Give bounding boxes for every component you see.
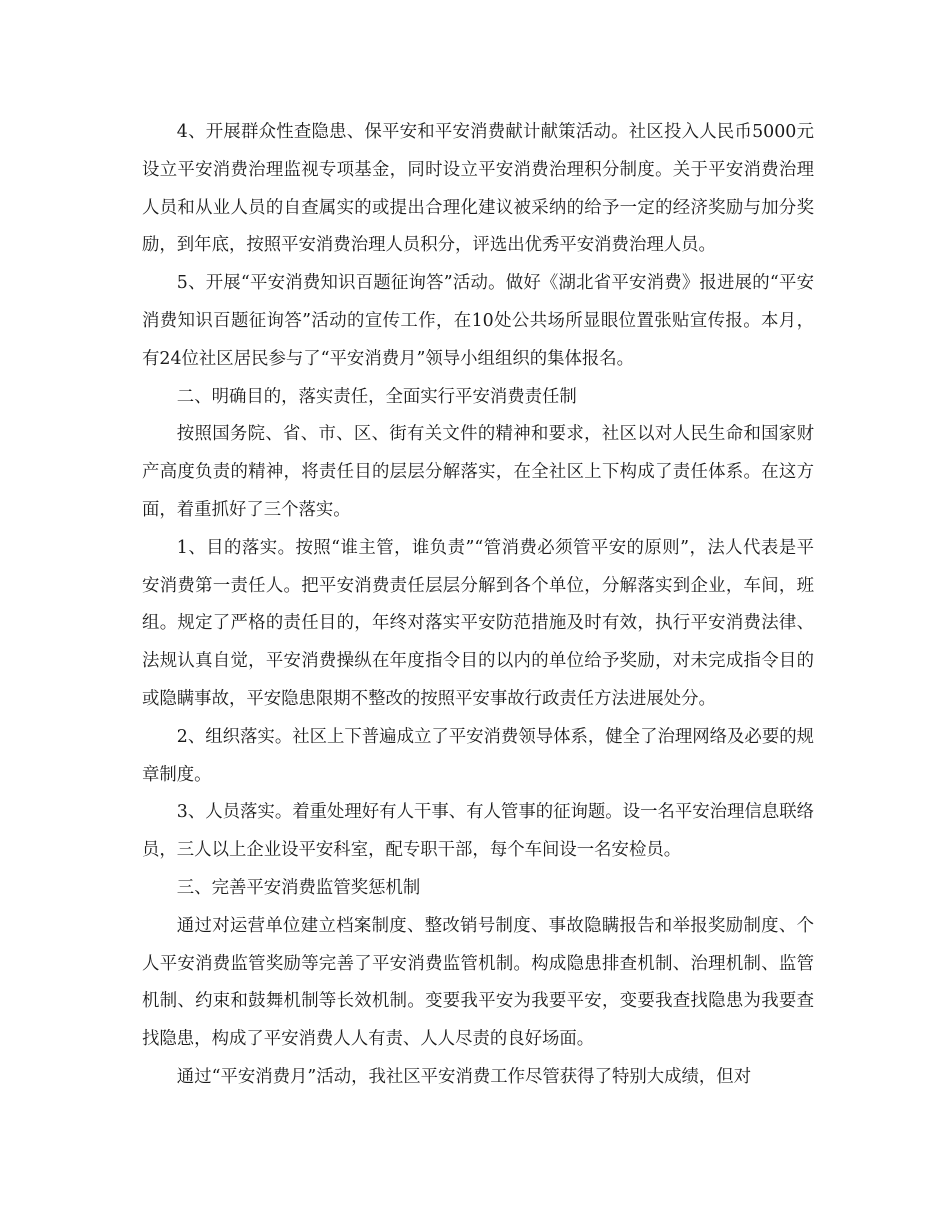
paragraph-item-5: 5、开展“平安消费知识百题征询答”活动。做好《湖北省平安消费》报进展的“平安消费知识百题征询答”活动的宣传工作，在10处公共场所显眼位置张贴宣传报。本月，有24位社区居民参与了“平安消费月”领导小组组织的集体报名。 <box>142 273 814 369</box>
paragraph-goal-implementation: 1、目的落实。按照“谁主管，谁负责”“管消费必须管平安的原则”，法人代表是平安消费第一责任人。把平安消费责任层层分解到各个单位，分解落实到企业，车间，班组。规定了严格的责任目的，年终对落实平安防范措施及时有效，执行平安消费法律、法规认真自觉，平安消费操纵在年度指令目的以内的单位给予奖励，对未完成指令目的或隐瞒事故，平安隐患限期不整改的按照平安事故行政责任方法进展处分。 <box>142 537 814 709</box>
paragraph-organization-implementation: 2、组织落实。社区上下普遍成立了平安消费领导体系，健全了治理网络及必要的规章制度。 <box>142 726 814 785</box>
paragraph-supervision-mechanism: 通过对运营单位建立档案制度、整改销号制度、事故隐瞒报告和举报奖励制度、个人平安消费监管奖励等完善了平安消费监管机制。构成隐患排查机制、治理机制、监管机制、约束和鼓舞机制等长效机制。变要我平安为我要平安，变要我查找隐患为我要查找隐患，构成了平安消费人人有责、人人尽责的良好场面。 <box>142 915 814 1050</box>
document-body <box>142 114 814 1097</box>
paragraph-responsibility-intro: 按照国务院、省、市、区、街有关文件的精神和要求，社区以对人民生命和国家财产高度负责的精神，将责任目的层层分解落实，在全社区上下构成了责任体系。在这方面，着重抓好了三个落实。 <box>142 424 814 520</box>
section-heading-3: 三、完善平安消费监管奖惩机制 <box>176 877 421 898</box>
section-heading-2: 二、明确目的，落实责任，全面实行平安消费责任制 <box>176 386 577 407</box>
paragraph-personnel-implementation: 3、人员落实。着重处理好有人干事、有人管事的征询题。设一名平安治理信息联络员，三人以上企业设平安科室，配专职干部，每个车间设一名安检员。 <box>142 802 814 861</box>
paragraph-conclusion-start: 通过“平安消费月”活动，我社区平安消费工作尽管获得了特别大成绩，但对 <box>176 1066 752 1087</box>
paragraph-item-4: 4、开展群众性查隐患、保平安和平安消费献计献策活动。社区投入人民币5000元设立平安消费治理监视专项基金，同时设立平安消费治理积分制度。关于平安消费治理人员和从业人员的自查属实的或提出合理化建议被采纳的给予一定的经济奖励与加分奖励，到年底，按照平安消费治理人员积分，评选出优秀平安消费治理人员。 <box>142 122 814 256</box>
